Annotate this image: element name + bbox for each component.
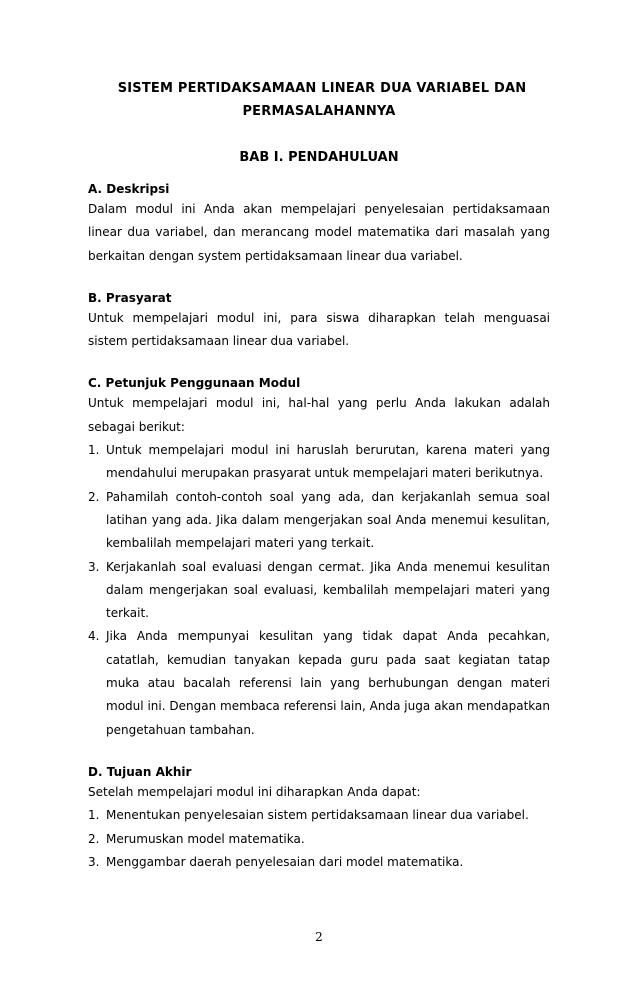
section-intro: Setelah mempelajari modul ini diharapkan Anda dapat: (88, 784, 421, 799)
list-item (88, 556, 550, 626)
section-prasyarat (88, 286, 550, 354)
list-number: 3. (88, 559, 100, 574)
section-tujuan (88, 760, 550, 874)
list-text: Kerjakanlah soal evaluasi dengan cermat. Jika Anda menemui kesulitan dalam mengerjakan soal evaluasi, kembalilah mempelajari materi yang terkait. (106, 559, 550, 621)
list-item (88, 439, 550, 486)
list-number: 4. (88, 629, 100, 644)
list-text: Menggambar daerah penyelesaian dari model matematika. (106, 854, 464, 869)
page-number: 2 (315, 930, 323, 944)
list-text: Merumuskan model matematika. (106, 831, 305, 846)
list-item (88, 486, 550, 556)
section-heading: D. Tujuan Akhir (88, 764, 192, 779)
section-heading: B. Prasyarat (88, 290, 172, 305)
goal-list (88, 804, 550, 874)
section-intro: Untuk mempelajari modul ini, hal-hal yang perlu Anda lakukan adalah sebagai berikut: (88, 396, 550, 434)
section-deskripsi (88, 177, 550, 268)
list-item (88, 804, 550, 827)
section-petunjuk (88, 371, 550, 741)
section-heading: C. Petunjuk Penggunaan Modul (88, 376, 301, 391)
chapter-heading: BAB I. PENDAHULUAN (239, 150, 399, 165)
instruction-list (88, 439, 550, 742)
list-text: Pahamilah contoh-contoh soal yang ada, dan kerjakanlah semua soal latihan yang ada. Jika dalam mengerjakan soal Anda menemui kesulitan, kembalilah mempelajari materi yang terkait. (106, 489, 550, 551)
document-title-line-2: PERMASALAHANNYA (242, 104, 396, 119)
list-text: Untuk mempelajari modul ini haruslah berurutan, karena materi yang mendahului merupakan prasyarat untuk mempelajari materi berikutnya. (106, 443, 550, 481)
list-item (88, 828, 550, 851)
list-item (88, 625, 550, 741)
section-paragraph: Dalam modul ini Anda akan mempelajari penyelesaian pertidaksamaan linear dua variabel, dan merancang model matematika dari masalah yang berkaitan dengan system pertidaksamaan linear dua variabel. (88, 202, 550, 263)
list-text: Menentukan penyelesaian sistem pertidaksamaan linear dua variabel. (106, 808, 529, 823)
document-title-line-1: SISTEM PERTIDAKSAMAAN LINEAR DUA VARIABEL DAN (117, 81, 527, 96)
list-number: 1. (88, 443, 100, 458)
list-number: 2. (88, 489, 100, 504)
list-number: 3. (88, 854, 100, 869)
list-number: 1. (88, 808, 100, 823)
list-text: Jika Anda mempunyai kesulitan yang tidak dapat Anda pecahkan, catatlah, kemudian tanyakan kepada guru pada saat kegiatan tatap muka atau bacalah referensi lain yang berhubungan dengan materi modul ini. Dengan membaca referensi lain, Anda juga akan mendapatkan pengetahuan tambahan. (106, 629, 550, 737)
list-item (88, 851, 550, 874)
list-number: 2. (88, 831, 100, 846)
section-heading: A. Deskripsi (88, 182, 170, 196)
section-paragraph: Untuk mempelajari modul ini, para siswa diharapkan telah menguasai sistem pertidaksamaan linear dua variabel. (88, 310, 550, 349)
